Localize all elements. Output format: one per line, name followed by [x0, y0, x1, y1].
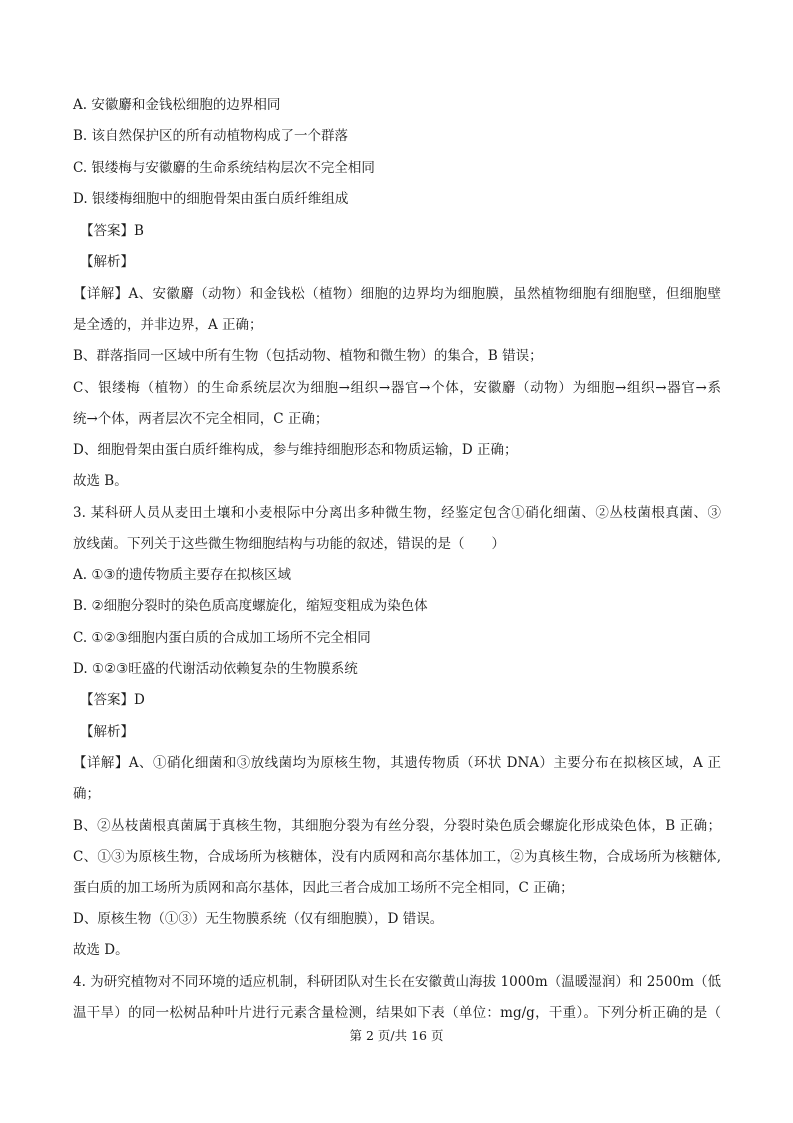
- q2-explanation-line: B、群落指同一区域中所有生物（包括动物、植物和微生物）的集合，B 错误；: [73, 348, 543, 364]
- q3-explanation-line: C、①③为原核生物，合成场所为核糖体，没有内质网和高尔基体加工，②为真核生物，合成场所为核糖体,: [73, 849, 721, 865]
- q3-explanation-line: 【详解】A、①硝化细菌和③放线菌均为原核生物，其遗传物质（环状 DNA）主要分布在拟核区域，A 正: [73, 755, 721, 771]
- q2-answer: 【答案】B: [80, 223, 144, 239]
- q3-explanation-line: 蛋白质的加工场所为质网和高尔基体，因此三者合成加工场所不完全相同，C 正确；: [73, 880, 574, 896]
- q2-conclusion: 故选 B。: [73, 473, 128, 489]
- q3-analysis-label: 【解析】: [80, 724, 134, 740]
- q2-explanation-line: D、细胞骨架由蛋白质纤维构成，参与维持细胞形态和物质运输，D 正确；: [73, 442, 518, 458]
- q2-explanation-line: C、银缕梅（植物）的生命系统层次为细胞→组织→器官→个体，安徽麝（动物）为细胞→组织→器官→系: [73, 380, 721, 396]
- q2-option-d: D. 银缕梅细胞中的细胞骨架由蛋白质纤维组成: [73, 191, 349, 207]
- q3-stem-line: 放线菌。下列关于这些微生物细胞结构与功能的叙述，错误的是（ ）: [73, 536, 505, 552]
- q2-option-a: A. 安徽麝和金钱松细胞的边界相同: [73, 97, 281, 113]
- q3-explanation-line: B、②丛枝菌根真菌属于真核生物，其细胞分裂为有丝分裂，分裂时染色质会螺旋化形成染色体，B 正确；: [73, 818, 721, 834]
- q3-option-d: D. ①②③旺盛的代谢活动依赖复杂的生物膜系统: [73, 661, 358, 677]
- q3-option-a: A. ①③的遗传物质主要存在拟核区域: [73, 567, 292, 583]
- q2-option-b: B. 该自然保护区的所有动植物构成了一个群落: [73, 128, 349, 144]
- q3-explanation-line: 确；: [73, 786, 100, 802]
- q3-option-b: B. ②细胞分裂时的染色质高度螺旋化，缩短变粗成为染色体: [73, 598, 428, 614]
- q3-conclusion: 故选 D。: [73, 942, 129, 958]
- q2-explanation-line: 统→个体，两者层次不完全相同，C 正确；: [73, 411, 329, 427]
- q4-stem-line: 4. 为研究植物对不同环境的适应机制，科研团队对生长在安徽黄山海拔 1000m（温暖湿润）和 2500m（低: [73, 974, 721, 990]
- q2-option-c: C. 银缕梅与安徽麝的生命系统结构层次不完全相同: [73, 160, 375, 176]
- q3-explanation-line: D、原核生物（①③）无生物膜系统（仅有细胞膜），D 错误。: [73, 911, 444, 927]
- q2-analysis-label: 【解析】: [80, 254, 134, 270]
- q3-answer: 【答案】D: [80, 692, 145, 708]
- q2-explanation-line: 是全透的，并非边界，A 正确；: [73, 317, 263, 333]
- q4-stem-line: 温干旱）的同一松树品种叶片进行元素含量检测，结果如下表（单位：mg/g，干重）。下列分析正确的是（: [73, 1005, 721, 1021]
- q3-option-c: C. ①②③细胞内蛋白质的合成加工场所不完全相同: [73, 630, 371, 646]
- q3-stem-line: 3. 某科研人员从麦田土壤和小麦根际中分离出多种微生物，经鉴定包含①硝化细菌、②丛枝菌根真菌、③: [73, 505, 721, 521]
- page-footer: 第 2 页/共 16 页: [349, 1028, 444, 1043]
- q2-explanation-line: 【详解】A、安徽麝（动物）和金钱松（植物）细胞的边界均为细胞膜，虽然植物细胞有细胞壁，但细胞壁: [73, 286, 721, 302]
